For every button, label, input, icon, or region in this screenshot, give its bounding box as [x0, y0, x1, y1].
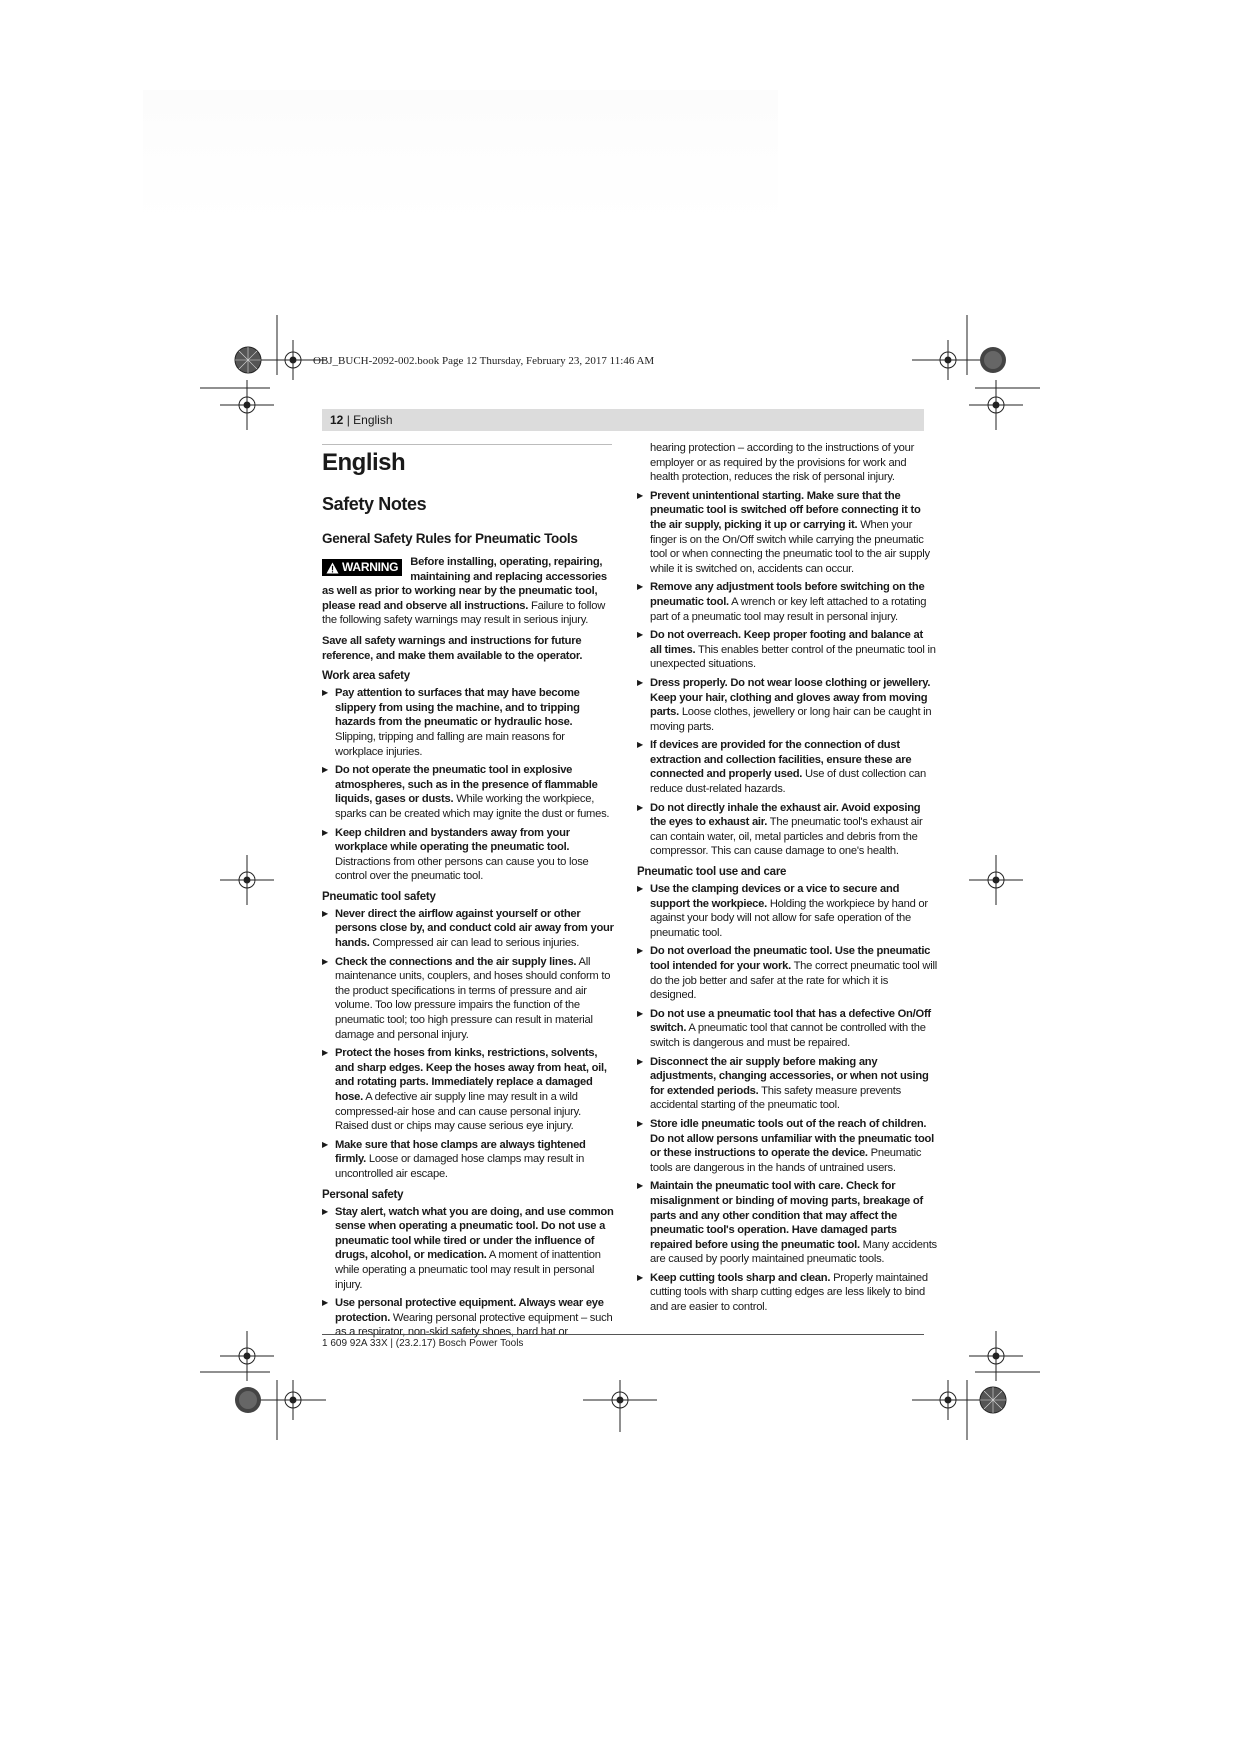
pneumatic-safety-list — [322, 907, 615, 1182]
list-item — [637, 944, 937, 1002]
list-item — [637, 882, 937, 940]
item-lead: Make sure that hose clamps are always tightened firmly. — [335, 1138, 586, 1166]
warning-badge — [322, 559, 402, 576]
group-use-care-title: Pneumatic tool use and care — [637, 866, 787, 879]
item-lead: Do not use a pneumatic tool that has a defective On/Off switch. — [650, 1007, 931, 1035]
continued-text: hearing protection – according to the instructions of your employer or as required by the provisions for work and health protection, reduces the risk of personal injury. — [650, 442, 915, 484]
faded-background-band — [143, 90, 778, 225]
item-lead: Disconnect the air supply before making any adjustments, changing accessories, or when not using for extended periods. — [650, 1055, 929, 1097]
crosshair-top-right — [912, 340, 982, 380]
color-target-top-right — [980, 347, 1006, 373]
subsection-title: General Safety Rules for Pneumatic Tools — [322, 531, 578, 546]
triangle-right-icon: ▶ — [637, 740, 643, 750]
list-item — [637, 489, 937, 577]
triangle-right-icon: ▶ — [322, 956, 328, 966]
item-lead: Prevent unintentional starting. Make sure that the pneumatic tool is switched off before connecting it to the air supply, picking it up or carrying it. — [650, 489, 921, 531]
item-lead: Stay alert, watch what you are doing, and use common sense when operating a pneumatic tool. Do not use a pneumatic tool while tired or under the influence of drugs, alcohol, or medication. — [335, 1205, 614, 1262]
page-header — [322, 409, 924, 431]
item-lead: Pay attention to surfaces that may have become slippery from using the machine, and to tripping hazards from the pneumatic or hydraulic hose. — [335, 687, 580, 729]
item-text: A defective air supply line may result in a wild compressed-air hose and can cause personal injury. Raised dust or chips may cause serious eye injury. — [335, 1091, 581, 1133]
group-work-area-title: Work area safety — [322, 670, 410, 683]
triangle-right-icon: ▶ — [322, 1206, 328, 1216]
language-title: English — [322, 449, 406, 476]
group-personal-safety-title: Personal safety — [322, 1188, 404, 1201]
page-footer: 1 609 92A 33X | (23.2.17) Bosch Power Tools — [322, 1338, 524, 1349]
color-target-bottom-right — [980, 1387, 1006, 1413]
group-pneumatic-safety-title: Pneumatic tool safety — [322, 890, 436, 903]
warning-lead: Before installing, operating, repairing, maintaining and replacing accessories as well as prior to working near by the pneumatic tool, please read and observe all instructions. — [322, 556, 607, 612]
item-lead: Never direct the airflow against yourself or other persons close by, and conduct cold air away from your hands. — [335, 907, 614, 950]
work-area-list — [322, 686, 615, 884]
item-lead: Maintain the pneumatic tool with care. Check for misalignment or binding of moving parts, breakage of parts and any other condition that may affect the pneumatic tool's operation. Have damaged parts repaired before using the pneumatic tool. — [650, 1180, 923, 1251]
item-text: Loose or damaged hose clamps may result in uncontrolled air escape. — [335, 1153, 585, 1180]
crosshair-right-middle — [969, 855, 1023, 905]
item-lead: Do not operate the pneumatic tool in explosive atmospheres, such as in the presence of flammable liquids, gases or dusts. — [335, 764, 598, 806]
warning-text: Failure to follow the following safety warnings may result in serious injury. — [322, 599, 606, 627]
warning-triangle-icon — [326, 562, 339, 574]
save-instructions-note: Save all safety warnings and instructions for future reference, and make them available to the operator. — [322, 634, 583, 662]
item-text: Loose clothes, jewellery or long hair can be caught in moving parts. — [650, 706, 932, 733]
item-text: The correct pneumatic tool will do the job better and safer at the rate for which it is designed. — [650, 960, 937, 1002]
list-item — [322, 907, 615, 951]
warning-paragraph — [322, 555, 615, 628]
triangle-right-icon: ▶ — [637, 884, 643, 894]
list-item — [322, 826, 615, 884]
item-lead: Do not overreach. Keep proper footing and balance at all times. — [650, 629, 923, 656]
item-lead: Store idle pneumatic tools out of the reach of children. Do not allow persons unfamiliar with the pneumatic tool or these instructions to operate the device. — [650, 1117, 934, 1160]
warning-badge-label: WARNING — [342, 560, 399, 574]
item-text: A moment of inattention while operating a pneumatic tool may result in personal injury. — [335, 1249, 601, 1291]
item-lead: Keep cutting tools sharp and clean. — [650, 1271, 831, 1284]
list-item — [637, 1179, 937, 1267]
list-item — [322, 763, 615, 821]
triangle-right-icon: ▶ — [322, 765, 328, 775]
triangle-right-icon: ▶ — [322, 1298, 328, 1308]
item-lead: Protect the hoses from kinks, restrictions, solvents, and sharp edges. Keep the hoses away from heat, oil, and rotating parts. Immediately replace a damaged hose. — [335, 1047, 607, 1103]
list-item — [322, 686, 615, 759]
crosshair-bottom-right — [912, 1380, 982, 1420]
section-title: Safety Notes — [322, 494, 427, 514]
triangle-right-icon: ▶ — [322, 827, 328, 837]
item-lead: Remove any adjustment tools before switching on the pneumatic tool. — [650, 581, 925, 608]
list-item — [637, 1055, 937, 1113]
item-text: Many accidents are caused by poorly maintained pneumatic tools. — [650, 1238, 937, 1266]
item-text: Slipping, tripping and falling are main reasons for workplace injuries. — [335, 730, 565, 758]
triangle-right-icon: ▶ — [322, 1048, 328, 1058]
footer-rule — [322, 1334, 924, 1335]
item-lead: Keep children and bystanders away from your workplace while operating the pneumatic tool. — [335, 826, 570, 854]
left-column — [322, 440, 615, 1344]
item-text: A wrench or key left attached to a rotating part of a pneumatic tool may result in personal injury. — [650, 595, 927, 623]
header-language: English — [353, 413, 393, 427]
item-text: When your finger is on the On/Off switch while carrying the pneumatic tool or when connecting the pneumatic tool to the air supply while it is switched on, accidents can occur. — [650, 518, 930, 575]
page-number: 12 — [330, 413, 344, 427]
print-slug: OBJ_BUCH-2092-002.book Page 12 Thursday, February 23, 2017 11:46 AM — [313, 355, 655, 367]
crosshair-left-lower — [220, 1331, 274, 1381]
list-item — [637, 1271, 937, 1315]
item-text: A pneumatic tool that cannot be controlled with the switch is dangerous and must be repaired. — [650, 1022, 926, 1049]
crosshair-bottom-center — [583, 1380, 657, 1432]
triangle-right-icon: ▶ — [637, 802, 643, 812]
list-item — [637, 801, 937, 859]
list-item — [322, 1205, 615, 1293]
crosshair-bottom-left — [260, 1380, 326, 1420]
item-text: The pneumatic tool's exhaust air can contain water, oil, metal particles and debris from the compressor. This can cause damage to one's health. — [650, 816, 923, 858]
list-item — [322, 1138, 615, 1182]
color-target-top-left — [235, 347, 261, 373]
personal-safety-list-continued — [637, 489, 937, 859]
triangle-right-icon: ▶ — [322, 1139, 328, 1149]
item-lead: Use personal protective equipment. Always wear eye protection. — [335, 1297, 604, 1324]
item-text: This safety measure prevents accidental starting of the pneumatic tool. — [650, 1084, 901, 1112]
list-item — [637, 676, 937, 734]
list-item — [322, 1046, 615, 1134]
triangle-right-icon: ▶ — [637, 677, 643, 687]
item-text: Holding the workpiece by hand or against your body will not allow for safe operation of the pneumatic tool. — [650, 897, 928, 939]
item-lead: If devices are provided for the connection of dust extraction and collection facilities, ensure these are connected and properly used. — [650, 739, 912, 781]
triangle-right-icon: ▶ — [322, 688, 328, 698]
triangle-right-icon: ▶ — [637, 490, 643, 500]
crosshair-left-upper — [220, 380, 274, 430]
triangle-right-icon: ▶ — [637, 1272, 643, 1282]
triangle-right-icon: ▶ — [637, 1118, 643, 1128]
list-item — [322, 955, 615, 1043]
item-lead: Do not overload the pneumatic tool. Use the pneumatic tool intended for your work. — [650, 945, 931, 972]
triangle-right-icon: ▶ — [322, 908, 328, 918]
item-text: Wearing personal protective equipment – such as a respirator, non-skid safety shoes, hard hat or — [335, 1311, 613, 1339]
title-rule — [322, 444, 612, 445]
color-target-bottom-left — [235, 1387, 261, 1413]
item-text: Compressed air can lead to serious injuries. — [369, 937, 580, 950]
use-care-list — [637, 882, 937, 1315]
personal-safety-list — [322, 1205, 615, 1340]
crosshair-right-upper — [969, 380, 1023, 430]
triangle-right-icon: ▶ — [637, 1056, 643, 1066]
crosshair-left-middle — [220, 855, 274, 905]
triangle-right-icon: ▶ — [637, 1181, 643, 1191]
item-text: All maintenance units, couplers, and hoses should conform to the product specifications in terms of pressure and air volume. Too low pressure impairs the function of the pneumatic tool; too high pressure can result in material damage and personal injury. — [335, 955, 611, 1041]
item-lead: Do not directly inhale the exhaust air. Avoid exposing the eyes to exhaust air. — [650, 801, 921, 829]
item-lead: Dress properly. Do not wear loose clothing or jewellery. Keep your hair, clothing and gloves away from moving parts. — [650, 676, 931, 719]
item-text: Properly maintained cutting tools with sharp cutting edges are less likely to bind and are easier to control. — [650, 1271, 928, 1314]
list-item — [637, 1117, 937, 1175]
right-column — [637, 441, 937, 1319]
list-item — [637, 738, 937, 796]
triangle-right-icon: ▶ — [637, 582, 643, 592]
item-lead: Check the connections and the air supply lines. — [335, 955, 577, 968]
list-item — [637, 1007, 937, 1051]
item-text: Pneumatic tools are dangerous in the hands of untrained users. — [650, 1147, 922, 1174]
item-text: While working the workpiece, sparks can be created which may ignite the dust or fumes. — [335, 793, 610, 820]
header-separator: | — [343, 413, 354, 427]
triangle-right-icon: ▶ — [637, 630, 643, 640]
item-text: This enables better control of the pneumatic tool in unexpected situations. — [650, 643, 936, 671]
list-item — [637, 580, 937, 624]
item-text: Distractions from other persons can cause you to lose control over the pneumatic tool. — [335, 855, 589, 883]
triangle-right-icon: ▶ — [637, 1008, 643, 1018]
crosshair-right-lower — [969, 1331, 1023, 1381]
triangle-right-icon: ▶ — [637, 946, 643, 956]
item-text: Use of dust collection can reduce dust-related hazards. — [650, 768, 926, 796]
list-item — [637, 628, 937, 672]
item-lead: Use the clamping devices or a vice to secure and support the workpiece. — [650, 883, 900, 910]
